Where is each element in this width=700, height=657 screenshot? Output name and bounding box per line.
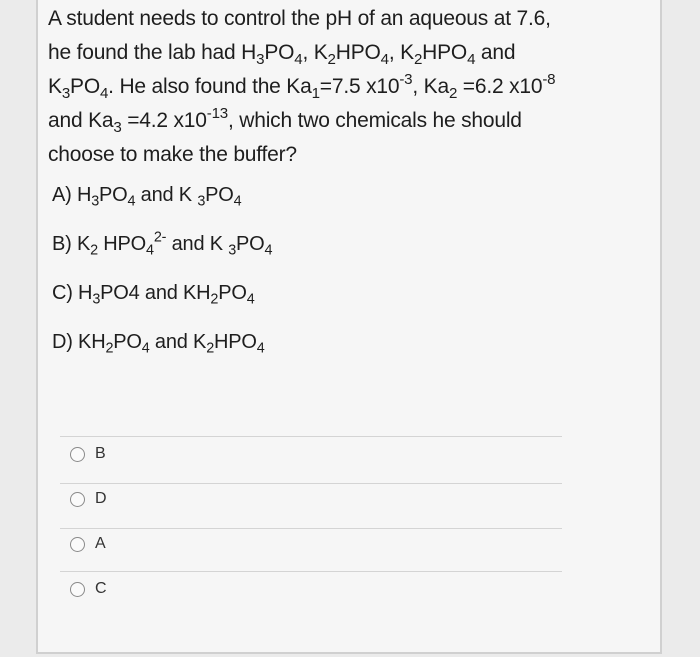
radio-button[interactable] — [70, 492, 85, 507]
question-line-1: A student needs to control the pH of an aqueous at 7.6, — [48, 7, 551, 30]
choice-label: D — [95, 490, 107, 507]
choice-a[interactable] — [70, 533, 106, 555]
radio-button[interactable] — [70, 582, 85, 597]
divider — [60, 483, 562, 484]
radio-button[interactable] — [70, 537, 85, 552]
choice-label: C — [95, 580, 107, 597]
choice-d[interactable] — [70, 488, 107, 510]
choice-b[interactable] — [70, 443, 106, 465]
divider — [60, 571, 562, 572]
choice-label: B — [95, 445, 106, 462]
option-d: D) $KH_2PO_4$ and $K_2HPO_4$ — [52, 331, 265, 357]
question-line-2: he found the lab had $H_3PO_4$, $K_2HPO_4$, $K_2HPO_4$ and — [48, 41, 516, 68]
choice-label: A — [95, 535, 106, 552]
option-a: A) $H_3PO_4$ and K $_3PO_4$ — [52, 184, 242, 210]
question-line-3: $K_3PO_4$. He also found the $Ka_1=7.5$ $x10^{-3}$, $Ka_2 =6.2$ $x10^{-8}$ — [48, 70, 556, 102]
divider — [60, 528, 562, 529]
option-b: B) $K_2$ $HPO_4^{2-}$ and K $_3PO_4$ — [52, 229, 273, 259]
question-line-4: and $Ka_3 =4.2$ $x10^{-13}$, which two chemicals he should — [48, 104, 522, 136]
divider — [60, 436, 562, 437]
radio-button[interactable] — [70, 447, 85, 462]
question-line-5: choose to make the buffer? — [48, 143, 297, 166]
choice-c[interactable] — [70, 578, 107, 600]
question-text — [48, 2, 608, 172]
option-c: C) $H_3PO4$ and $KH_2PO_4$ — [52, 282, 255, 308]
